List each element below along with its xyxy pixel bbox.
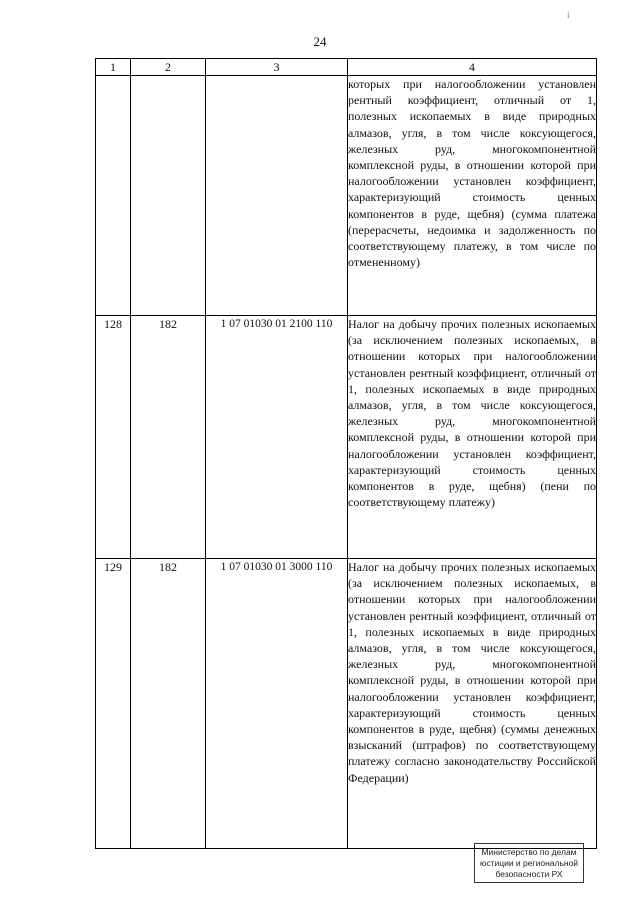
admin-code: 182 bbox=[131, 559, 206, 849]
budget-code bbox=[206, 76, 348, 316]
row-number bbox=[96, 76, 131, 316]
row-description: которых при налогообложении установлен рентный коэффициент, отличный от 1, полезных ископаемых в виде природных алмазов, угля, в том числе коксующегося, железных руд, многокомпонентной комплексной руды, в отношении которой при налогообложении установлен коэффициент, характеризующий стоимость ценных компонентов в руде, щебня) (сумма платежа (перерасчеты, недоимка и задолженность по соответствующему платежу, в том числе по отмененному) bbox=[348, 76, 597, 316]
admin-code bbox=[131, 76, 206, 316]
stamp-line: юстиции и региональной bbox=[479, 858, 579, 868]
row-number: 129 bbox=[96, 559, 131, 849]
corner-mark: i bbox=[567, 10, 570, 20]
table-row bbox=[96, 559, 597, 849]
header-col-1: 1 bbox=[96, 59, 131, 76]
page-number: 24 bbox=[313, 34, 327, 49]
row-description: Налог на добычу прочих полезных ископаемых (за исключением полезных ископаемых, в отношении которых при налогообложении установлен рентный коэффициент, отличный от 1, полезных ископаемых в виде природных алмазов, угля, в том числе коксующегося, железных руд, многокомпонентной комплексной руды, в отношении которой при налогообложении установлен коэффициент, характеризующий стоимость ценных компонентов в руде, щебня) (суммы денежных взысканий (штрафов) по соответствующему платежу согласно законодательству Российской Федерации) bbox=[348, 559, 597, 849]
stamp-line: безопасности РХ bbox=[495, 869, 563, 879]
table-row bbox=[96, 316, 597, 559]
ministry-stamp bbox=[474, 843, 584, 883]
header-col-4: 4 bbox=[348, 59, 597, 76]
row-number: 128 bbox=[96, 316, 131, 559]
header-col-3: 3 bbox=[206, 59, 348, 76]
row-description: Налог на добычу прочих полезных ископаемых (за исключением полезных ископаемых, в отношении которых при налогообложении установлен рентный коэффициент, отличный от 1, полезных ископаемых в виде природных алмазов, угля, в том числе коксующегося, железных руд, многокомпонентной комплексной руды, в отношении которой при налогообложении установлен коэффициент, характеризующий стоимость ценных компонентов в руде, щебня) (пени по соответствующему платежу) bbox=[348, 316, 597, 559]
stamp-line: Министерство по делам bbox=[481, 847, 577, 857]
table-header-row bbox=[96, 59, 597, 76]
admin-code: 182 bbox=[131, 316, 206, 559]
budget-code: 1 07 01030 01 2100 110 bbox=[206, 316, 348, 559]
budget-code: 1 07 01030 01 3000 110 bbox=[206, 559, 348, 849]
table-row bbox=[96, 76, 597, 316]
header-col-2: 2 bbox=[131, 59, 206, 76]
codes-table bbox=[95, 58, 597, 849]
